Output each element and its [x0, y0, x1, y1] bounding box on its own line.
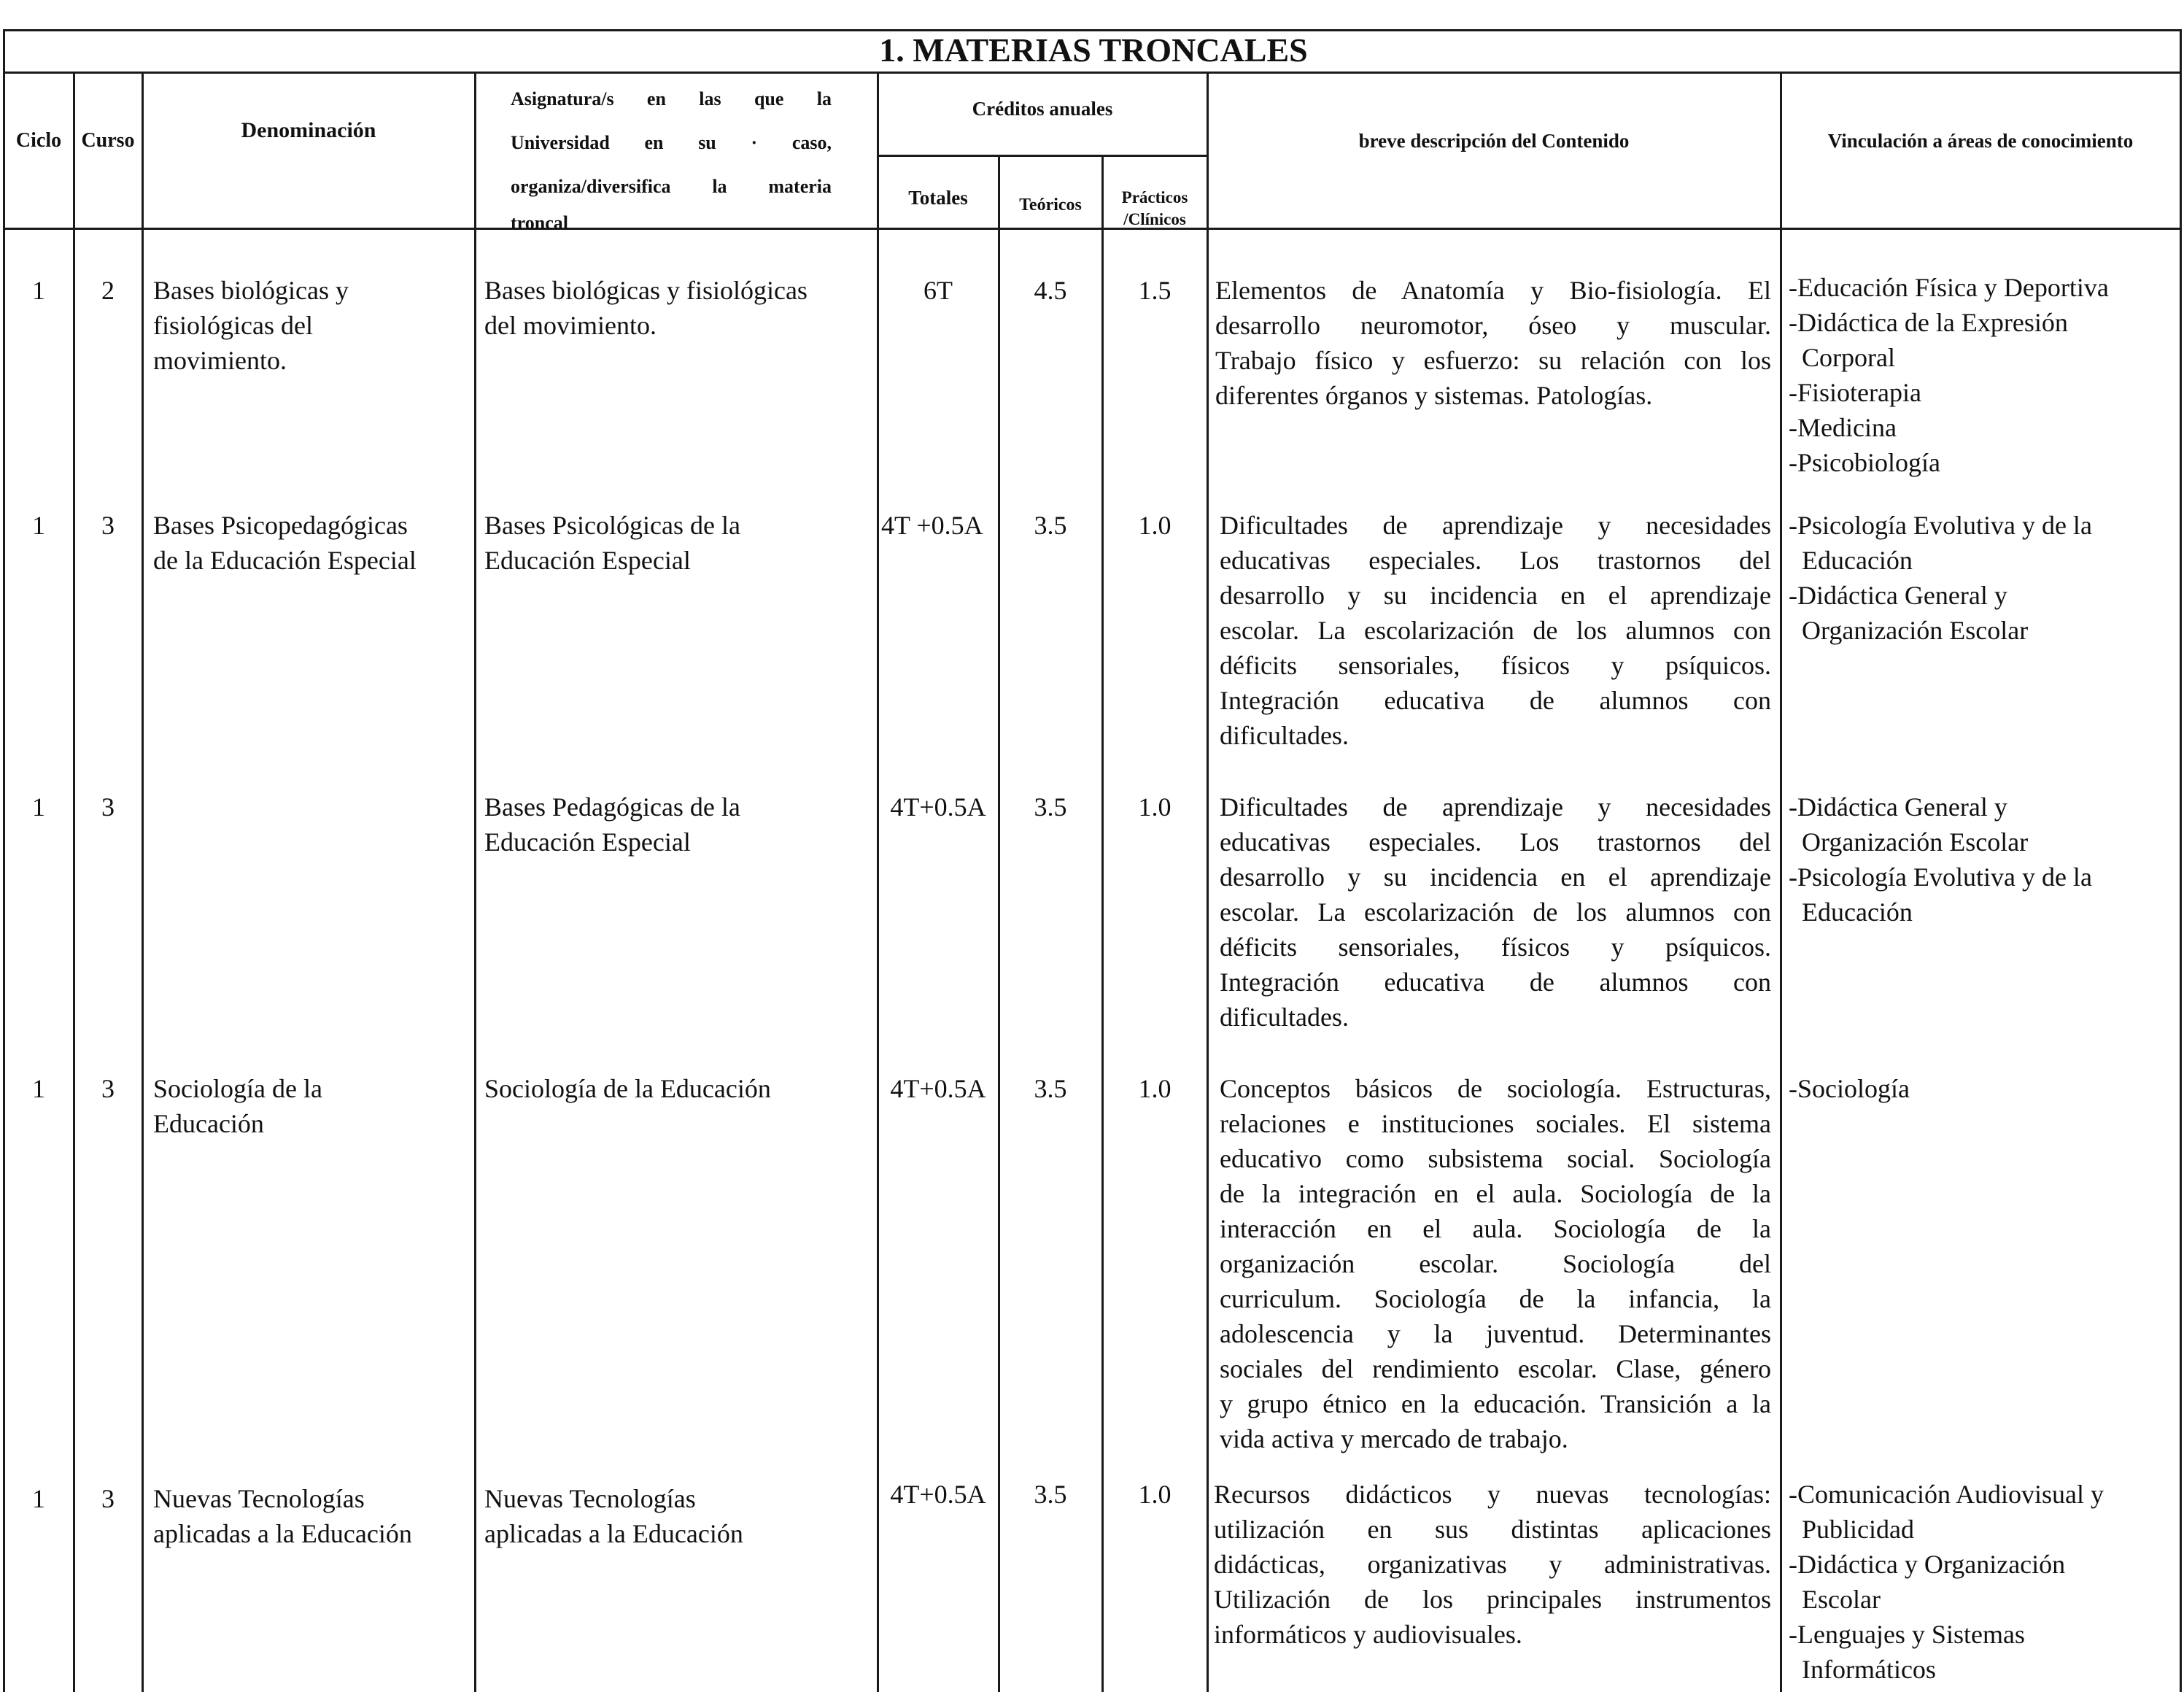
row5-asignatura-line: Nuevas Tecnologías: [484, 1484, 696, 1513]
header-bottom-rule: [3, 228, 2181, 230]
row4-asignatura-line: Sociología de la Educación: [484, 1074, 771, 1103]
header-asignatura-line: Universidad en su · caso,: [511, 132, 832, 153]
row4-denominacion-line: Educación: [153, 1109, 264, 1138]
row2-area-line: Organización Escolar: [1802, 616, 2029, 645]
row1-descripcion: [1215, 273, 1771, 413]
row2-asignatura: [484, 508, 871, 578]
row3-area-line: -Psicología Evolutiva y de la: [1789, 862, 2092, 892]
row1-descripcion-line: Trabajo físico y esfuerzo: su relación con los: [1215, 346, 1771, 375]
row1-ciclo: 1: [32, 276, 45, 305]
col-rule-denominacion: [474, 72, 476, 1692]
row4-areas: [1789, 1071, 2180, 1106]
row3-totales: 4T+0.5A: [890, 792, 986, 822]
row1-areas: [1789, 270, 2180, 480]
row5-denominacion-line: aplicadas a la Educación: [153, 1519, 412, 1548]
row2-descripcion-line: desarrollo y su incidencia en el aprendizaje: [1220, 581, 1771, 610]
row1-denominacion: [153, 273, 467, 378]
col-rule-descripcion: [1780, 72, 1782, 1692]
row5-area-line: -Comunicación Audiovisual y: [1789, 1480, 2104, 1509]
row1-denominacion-line: movimiento.: [153, 346, 287, 375]
row2-denominacion-line: de la Educación Especial: [153, 546, 417, 575]
row1-asignatura: [484, 273, 871, 343]
row1-practicos: 1.5: [1138, 276, 1172, 305]
row2-descripcion-line: escolar. La escolarización de los alumnos con: [1220, 616, 1771, 645]
row2-denominacion: [153, 508, 474, 578]
row1-denominacion-line: Bases biológicas y: [153, 276, 349, 305]
row3-descripcion-line: Dificultades de aprendizaje y necesidades: [1220, 792, 1771, 822]
row3-asignatura-line: Educación Especial: [484, 827, 691, 857]
row5-area-line: -Didáctica y Organización: [1789, 1550, 2066, 1579]
row1-area-line: -Medicina: [1789, 413, 1897, 442]
row4-descripcion-line: vida activa y mercado de trabajo.: [1220, 1424, 1568, 1453]
row4-practicos: 1.0: [1138, 1074, 1172, 1103]
header-teoricos: Teóricos: [1019, 196, 1082, 215]
row3-area-line: -Didáctica General y: [1789, 792, 2007, 822]
row2-area-line: -Didáctica General y: [1789, 581, 2007, 610]
right-border: [2180, 29, 2182, 1692]
row5-denominacion: [153, 1481, 474, 1551]
header-asignatura-line: Asignatura/s en las que la: [511, 88, 832, 109]
row2-teoricos: 3.5: [1034, 511, 1067, 540]
row3-descripcion-line: dificultades.: [1220, 1003, 1349, 1032]
row1-area-line: Corporal: [1802, 343, 1895, 372]
row3-area-line: Organización Escolar: [1802, 827, 2029, 857]
row2-totales: 4T +0.5A: [881, 511, 983, 540]
row4-descripcion-line: de la integración en el aula. Sociología de la: [1220, 1179, 1771, 1208]
row5-curso: 3: [101, 1484, 115, 1513]
row4-descripcion-line: interacción en el aula. Sociología de la: [1220, 1214, 1771, 1243]
row3-descripcion-line: déficits sensoriales, físicos y psíquicos.: [1220, 932, 1771, 962]
header-vinculacion: Vinculación a áreas de conocimiento: [1827, 130, 2134, 152]
row1-asignatura-line: Bases biológicas y fisiológicas: [484, 276, 808, 305]
row4-teoricos: 3.5: [1034, 1074, 1067, 1103]
row4-descripcion-line: educativo como subsistema social. Sociología: [1220, 1144, 1771, 1173]
header-practicos: [1103, 187, 1207, 231]
row5-descripcion-line: Utilización de los principales instrumentos: [1214, 1585, 1771, 1614]
row5-area-line: -Lenguajes y Sistemas: [1789, 1620, 2025, 1649]
header-curso: Curso: [81, 129, 135, 152]
header-asignatura-line: organiza/diversifica la materia: [511, 176, 832, 197]
row4-ciclo: 1: [32, 1074, 45, 1103]
row3-descripcion-line: escolar. La escolarización de los alumnos con: [1220, 897, 1771, 927]
row3-teoricos: 3.5: [1034, 792, 1067, 822]
header-asignatura: [511, 77, 832, 238]
row1-totales: 6T: [923, 276, 953, 305]
row1-denominacion-line: fisiológicas del: [153, 311, 313, 340]
credits-subrule: [877, 155, 1207, 157]
row5-area-line: Escolar: [1802, 1585, 1881, 1614]
row1-area-line: -Psicobiología: [1789, 448, 1940, 477]
header-creditos: Créditos anuales: [972, 98, 1113, 120]
row5-practicos: 1.0: [1138, 1480, 1172, 1509]
row5-descripcion: [1214, 1477, 1771, 1652]
row5-teoricos: 3.5: [1034, 1480, 1067, 1509]
row4-denominacion-line: Sociología de la: [153, 1074, 322, 1103]
row1-curso: 2: [101, 276, 115, 305]
row4-descripcion-line: y grupo étnico en la educación. Transición a la: [1220, 1389, 1771, 1418]
row5-descripcion-line: didácticas, organizativas y administrativas.: [1214, 1550, 1771, 1579]
row1-descripcion-line: desarrollo neuromotor, óseo y muscular.: [1215, 311, 1771, 340]
row1-asignatura-line: del movimiento.: [484, 311, 657, 340]
row5-descripcion-line: Recursos didácticos y nuevas tecnologías:: [1214, 1480, 1771, 1509]
row2-descripcion-line: Integración educativa de alumnos con: [1220, 686, 1771, 715]
row4-totales: 4T+0.5A: [890, 1074, 986, 1103]
row2-curso: 3: [101, 511, 115, 540]
row2-practicos: 1.0: [1138, 511, 1172, 540]
row4-area-line: -Sociología: [1789, 1074, 1910, 1103]
row4-denominacion: [153, 1071, 474, 1141]
header-practicos-line1: Prácticos: [1121, 188, 1188, 206]
row2-areas: [1789, 508, 2180, 648]
row2-descripcion-line: dificultades.: [1220, 721, 1349, 750]
header-denominacion: Denominación: [241, 118, 376, 142]
header-asignatura-line: troncal: [511, 212, 568, 233]
row1-teoricos: 4.5: [1034, 276, 1067, 305]
row3-areas: [1789, 789, 2180, 930]
header-ciclo: Ciclo: [15, 129, 62, 152]
row5-totales: 4T+0.5A: [890, 1480, 986, 1509]
row2-descripcion-line: Dificultades de aprendizaje y necesidades: [1220, 511, 1771, 540]
row2-asignatura-line: Bases Psicológicas de la: [484, 511, 740, 540]
row2-descripcion-line: déficits sensoriales, físicos y psíquicos.: [1220, 651, 1771, 680]
row1-area-line: -Fisioterapia: [1789, 378, 1921, 407]
row3-asignatura: [484, 789, 871, 859]
row2-ciclo: 1: [32, 511, 45, 540]
col-rule-teoricos: [1101, 155, 1104, 1692]
row5-denominacion-line: Nuevas Tecnologías: [153, 1484, 365, 1513]
row2-asignatura-line: Educación Especial: [484, 546, 691, 575]
row3-area-line: Educación: [1802, 897, 1913, 927]
row1-descripcion-line: Elementos de Anatomía y Bio-fisiología. El: [1215, 276, 1771, 305]
col-rule-practicos: [1207, 72, 1209, 1692]
row3-descripcion-line: Integración educativa de alumnos con: [1220, 967, 1771, 997]
col-rule-asignatura: [877, 72, 879, 1692]
header-practicos-line2: /Clínicos: [1123, 210, 1186, 228]
header-totales: Totales: [908, 187, 968, 209]
row3-descripcion: [1220, 789, 1771, 1035]
row4-descripcion: [1220, 1071, 1771, 1456]
row4-asignatura: [484, 1071, 871, 1106]
row5-area-line: Publicidad: [1802, 1515, 1914, 1544]
row2-denominacion-line: Bases Psicopedagógicas: [153, 511, 408, 540]
row2-area-line: Educación: [1802, 546, 1913, 575]
row3-ciclo: 1: [32, 792, 45, 822]
row2-descripcion-line: educativas especiales. Los trastornos del: [1220, 546, 1771, 575]
row5-descripcion-line: utilización en sus distintas aplicaciones: [1214, 1515, 1771, 1544]
row5-area-line: Informáticos: [1802, 1655, 1936, 1684]
row2-descripcion: [1220, 508, 1771, 753]
row1-descripcion-line: diferentes órganos y sistemas. Patologías.: [1215, 381, 1653, 410]
row1-area-line: -Didáctica de la Expresión: [1789, 308, 2068, 337]
col-rule-totales: [998, 155, 1000, 1692]
row4-descripcion-line: curriculum. Sociología de la infancia, la: [1220, 1284, 1771, 1313]
row5-areas: [1789, 1477, 2180, 1687]
row3-practicos: 1.0: [1138, 792, 1172, 822]
row4-descripcion-line: relaciones e instituciones sociales. El sistema: [1220, 1109, 1771, 1138]
row4-descripcion-line: sociales del rendimiento escolar. Clase, género: [1220, 1354, 1771, 1383]
row4-curso: 3: [101, 1074, 115, 1103]
row1-area-line: -Educación Física y Deportiva: [1789, 273, 2109, 302]
row3-asignatura-line: Bases Pedagógicas de la: [484, 792, 740, 822]
header-descripcion: breve descripción del Contenido: [1358, 130, 1630, 152]
row2-area-line: -Psicología Evolutiva y de la: [1789, 511, 2092, 540]
col-rule-ciclo: [73, 72, 75, 1692]
row4-descripcion-line: organización escolar. Sociología del: [1220, 1249, 1771, 1278]
row3-descripcion-line: desarrollo y su incidencia en el aprendizaje: [1220, 862, 1771, 892]
row3-curso: 3: [101, 792, 115, 822]
row4-descripcion-line: adolescencia y la juventud. Determinantes: [1220, 1319, 1771, 1348]
row3-descripcion-line: educativas especiales. Los trastornos del: [1220, 827, 1771, 857]
row4-descripcion-line: Conceptos básicos de sociología. Estructuras,: [1220, 1074, 1771, 1103]
row5-descripcion-line: informáticos y audiovisuales.: [1214, 1620, 1522, 1649]
row5-ciclo: 1: [32, 1484, 45, 1513]
col-rule-curso: [142, 72, 144, 1692]
row5-asignatura: [484, 1481, 871, 1551]
page-title: 1. MATERIAS TRONCALES: [879, 31, 1308, 69]
row5-asignatura-line: aplicadas a la Educación: [484, 1519, 743, 1548]
